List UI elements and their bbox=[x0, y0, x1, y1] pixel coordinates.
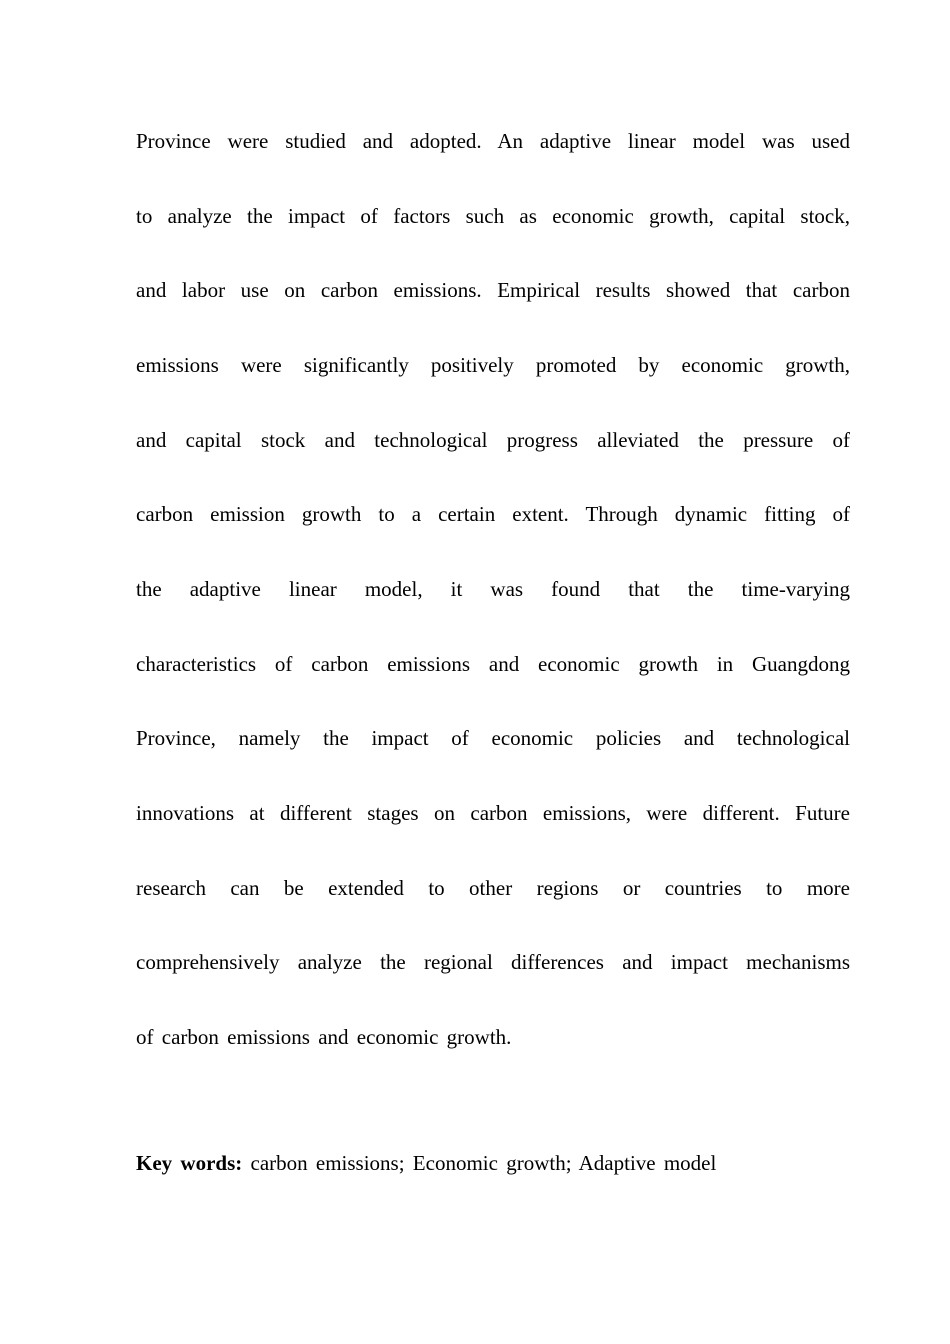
abstract-line: and capital stock and technological progress alleviated the pressure of bbox=[136, 428, 850, 452]
abstract-line: emissions were significantly positively promoted by economic growth, bbox=[136, 353, 850, 377]
abstract-line: carbon emission growth to a certain extent. Through dynamic fitting of bbox=[136, 502, 850, 526]
keywords-line bbox=[136, 1149, 716, 1177]
keywords-label: Key words: bbox=[136, 1151, 243, 1175]
keywords-text: carbon emissions; Economic growth; Adaptive model bbox=[250, 1151, 717, 1175]
abstract-line: comprehensively analyze the regional differences and impact mechanisms bbox=[136, 950, 850, 974]
abstract-line: the adaptive linear model, it was found that the time-varying bbox=[136, 577, 850, 601]
abstract-line: innovations at different stages on carbon emissions, were different. Future bbox=[136, 801, 850, 825]
abstract-line: of carbon emissions and economic growth. bbox=[136, 1025, 512, 1049]
abstract-line: Province, namely the impact of economic policies and technological bbox=[136, 726, 850, 750]
abstract-line: and labor use on carbon emissions. Empirical results showed that carbon bbox=[136, 278, 850, 302]
abstract-line: Province were studied and adopted. An adaptive linear model was used bbox=[136, 129, 850, 153]
abstract-line: characteristics of carbon emissions and economic growth in Guangdong bbox=[136, 652, 850, 676]
abstract-line: to analyze the impact of factors such as economic growth, capital stock, bbox=[136, 204, 850, 228]
abstract-line: research can be extended to other regions or countries to more bbox=[136, 876, 850, 900]
